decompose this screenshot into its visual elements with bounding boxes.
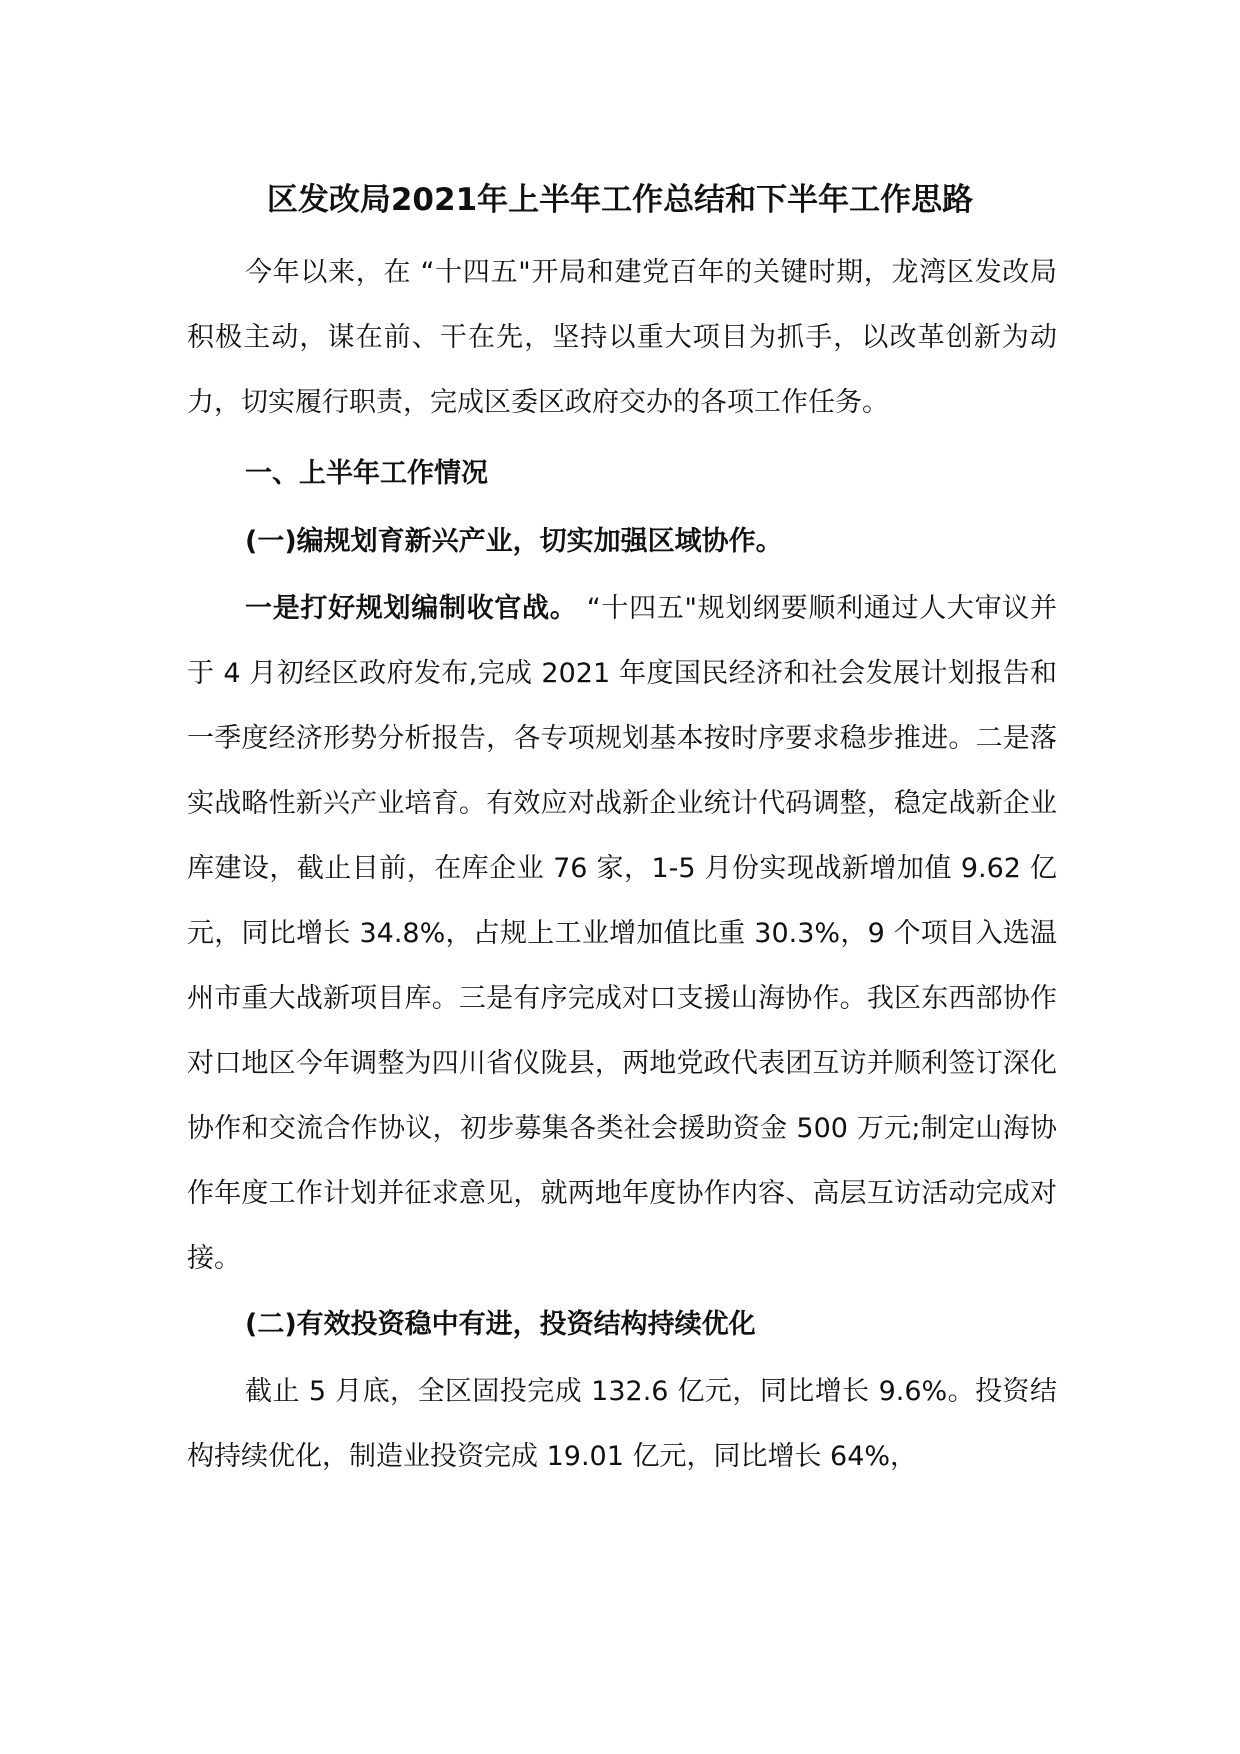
intro-paragraph: 今年以来，在 “十四五"开局和建党百年的关键时期，龙湾区发改局积极主动，谋在前、干在先，坚持以重大项目为抓手，以改革创新为动力，切实履行职责，完成区委区政府交办的各项工作任务。 bbox=[187, 257, 1057, 418]
document-title: 区发改局2021年上半年工作总结和下半年工作思路 bbox=[266, 182, 974, 218]
document-body bbox=[187, 240, 1057, 1489]
section-heading-first-half: 一、上半年工作情况 bbox=[245, 458, 488, 489]
subsection-2-paragraph: 截止 5 月底，全区固投完成 132.6 亿元，同比增长 9.6%。投资结构持续优化，制造业投资完成 19.01 亿元，同比增长 64%， bbox=[187, 1376, 1057, 1472]
subsection-1-lead: 一是打好规划编制收官战。 bbox=[245, 593, 578, 624]
subsection-heading-1: (一)编规划育新兴产业，切实加强区域协作。 bbox=[245, 526, 783, 557]
subsection-heading-2: (二)有效投资稳中有进，投资结构持续优化 bbox=[245, 1309, 756, 1340]
subsection-1-paragraph bbox=[187, 576, 1057, 1291]
subsection-1-text: “十四五"规划纲要顺利通过人大审议并于 4 月初经区政府发布,完成 2021 年度国民经济和社会发展计划报告和一季度经济形势分析报告，各专项规划基本按时序要求稳步推进。二是落实战略性新兴产业培育。有效应对战新企业统计代码调整，稳定战新企业库建设，截止目前，在库企业 76 家，1-5 月份实现战新增加值 9.62 亿元，同比增长 34.8%，占规上工业增加值比重 30.3%，9 个项目入选温州市重大战新项目库。三是有序完成对口支援山海协作。我区东西部协作对口地区今年调整为四川省仪陇县，两地党政代表团互访并顺利签订深化协作和交流合作协议，初步募集各类社会援助资金 500 万元;制定山海协作年度工作计划并征求意见，就两地年度协作内容、高层互访活动完成对接。 bbox=[187, 593, 1057, 1274]
